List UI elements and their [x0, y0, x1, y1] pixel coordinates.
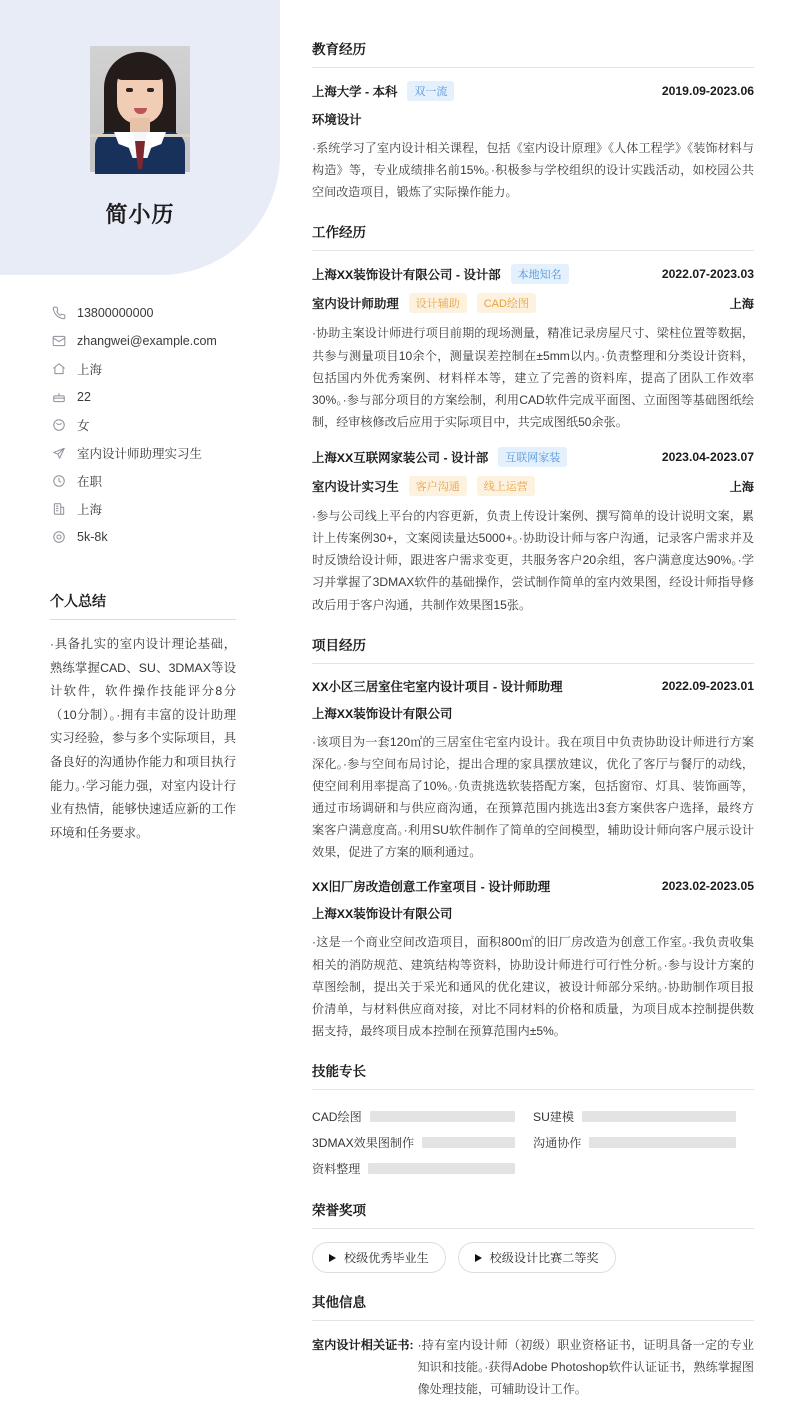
contact-item-position	[50, 439, 280, 467]
section-skills	[312, 1060, 754, 1181]
contact-value: 在职	[77, 475, 103, 489]
other-info-text: ·持有室内设计师（初级）职业资格证书，证明具备一定的专业知识和技能。·获得Adobe Photoshop软件认证证书，熟练掌握图像处理技能，可辅助设计工作。	[417, 1338, 754, 1397]
company-badge: 本地知名	[511, 264, 569, 284]
sidebar	[0, 0, 280, 845]
work-date: 2022.07-2023.03	[661, 267, 754, 282]
skill-item	[533, 1129, 754, 1155]
contact-value: 上海	[77, 503, 103, 517]
section-other	[312, 1291, 754, 1400]
other-info-row	[312, 1334, 754, 1400]
work-location: 上海	[729, 296, 754, 311]
skill-progress-bar	[368, 1163, 515, 1174]
project-entry	[312, 877, 754, 1042]
avatar	[90, 46, 190, 172]
project-name: XX旧厂房改造创意工作室项目 - 设计师助理	[312, 880, 551, 895]
contact-item-age	[50, 383, 280, 411]
gender-icon	[50, 417, 68, 433]
section-title-other: 其他信息	[312, 1291, 754, 1321]
work-entry	[312, 264, 754, 433]
contact-value: 女	[77, 419, 90, 433]
skill-label: 3DMAX效果图制作	[312, 1135, 415, 1150]
section-education	[312, 38, 754, 203]
skill-progress-bar	[582, 1111, 736, 1122]
other-info-label: 室内设计相关证书:	[312, 1338, 414, 1352]
section-title-work: 工作经历	[312, 221, 754, 251]
skill-label: CAD绘图	[312, 1109, 362, 1124]
contact-value: 13800000000	[77, 306, 154, 320]
job-title: 室内设计师助理	[312, 297, 399, 312]
honor-label: 校级设计比赛二等奖	[489, 1251, 599, 1265]
job-tag: CAD绘图	[477, 293, 536, 313]
skill-item	[312, 1103, 533, 1129]
skill-item	[312, 1155, 533, 1181]
education-entry	[312, 81, 754, 203]
envelope-icon	[50, 333, 68, 349]
company-badge: 互联网家装	[498, 447, 567, 467]
sidebar-hero	[0, 0, 280, 275]
skill-progress-bar	[589, 1137, 736, 1148]
section-title-education: 教育经历	[312, 38, 754, 68]
job-tag: 客户沟通	[409, 476, 467, 496]
coin-icon	[50, 529, 68, 545]
contact-item-gender	[50, 411, 280, 439]
contact-value: zhangwei@example.com	[77, 334, 217, 348]
work-description: ·协助主案设计师进行项目前期的现场测量，精准记录房屋尺寸、梁柱位置等数据，共参与测量项目10余个，测量误差控制在±5mm以内。·负责整理和分类设计资料，包括国内外优秀案例、材料样本等，建立了完善的资料库，提高了团队工作效率30%。·参与部分项目的方案绘制，利用CAD软件完成平面图、立面图等基础图纸绘制，经审核修改后应用于实际项目中，共完成图纸50余张。	[312, 326, 754, 429]
skill-item	[533, 1103, 754, 1129]
home-icon	[50, 361, 68, 377]
honor-item[interactable]	[458, 1242, 616, 1273]
contact-value: 22	[77, 390, 91, 404]
project-name: XX小区三居室住宅室内设计项目 - 设计师助理	[312, 679, 563, 694]
project-org: 上海XX装饰设计有限公司	[312, 706, 453, 721]
project-description: ·该项目为一套120㎡的三居室住宅室内设计。我在项目中负责协助设计师进行方案深化。·参与空间布局讨论，提出合理的家具摆放建议，优化了客厅与餐厅的动线，使空间利用率提高了10%。·负责挑选软装搭配方案，包括窗帘、灯具、装饰画等，通过市场调研和与供应商沟通，在预算范围内挑选出3套方案供客户选择，最终方案客户满意度高。·利用SU软件制作了简单的空间模型，辅助设计师向客户展示设计效果，促进了方案的顺利通过。	[312, 734, 754, 860]
job-title: 室内设计实习生	[312, 480, 399, 494]
contact-item-phone	[50, 299, 280, 327]
contact-item-email	[50, 327, 280, 355]
contact-item-hometown	[50, 355, 280, 383]
paper-plane-icon	[50, 445, 68, 461]
play-triangle-icon	[329, 1254, 336, 1262]
section-honors	[312, 1199, 754, 1273]
work-date: 2023.04-2023.07	[661, 450, 754, 464]
contact-value: 上海	[77, 363, 103, 377]
skill-label: SU建模	[533, 1109, 574, 1124]
honor-item[interactable]	[312, 1242, 446, 1273]
education-major: 环境设计	[312, 113, 362, 127]
work-entry	[312, 447, 754, 616]
work-description: ·参与公司线上平台的内容更新，负责上传设计案例、撰写简单的设计说明文案，累计上传案例30+，文案阅读量达5000+。·协助设计师与客户沟通，记录客户需求并及时反馈给设计师，跟进客户需求变更，共服务客户20余组，客户满意度达90%。·学习并掌握了3DMAX软件的基础操作，尝试制作简单的室内效果图，经设计师指导修改后用于客户沟通，共制作效果图15张。	[312, 509, 754, 612]
contact-item-city	[50, 495, 280, 523]
section-work	[312, 221, 754, 615]
school-name: 上海大学 - 本科	[312, 85, 398, 99]
skill-label: 资料整理	[312, 1161, 361, 1176]
skill-grid	[312, 1103, 754, 1181]
project-date: 2022.09-2023.01	[661, 678, 754, 693]
cake-icon	[50, 389, 68, 405]
project-org: 上海XX装饰设计有限公司	[312, 907, 453, 922]
section-title-honors: 荣誉奖项	[312, 1199, 754, 1229]
contact-value: 5k-8k	[77, 530, 108, 544]
job-tag: 设计辅助	[409, 293, 467, 313]
project-description: ·这是一个商业空间改造项目，面积800㎡的旧厂房改造为创意工作室。·我负责收集相关的消防规范、建筑结构等资料，协助设计师进行可行性分析。·参与设计方案的草图绘制，提出关于采光和通风的优化建议，被设计师部分采纳。·协助制作项目报价清单，与材料供应商对接，对比不同材料的价格和质量，为项目成本控制提供数据支持，最终项目成本控制在预算范围内±5%。	[312, 935, 754, 1038]
project-date: 2023.02-2023.05	[661, 879, 754, 894]
education-description: ·系统学习了室内设计相关课程，包括《室内设计原理》《人体工程学》《装饰材料与构造》等，专业成绩排名前15%。·积极参与学校组织的设计实践活动，如校园公共空间改造项目，锻炼了实际操作能力。	[312, 141, 754, 200]
skill-item	[312, 1129, 533, 1155]
section-title-projects: 项目经历	[312, 634, 754, 664]
company-name: 上海XX互联网家装公司 - 设计部	[312, 451, 489, 465]
main-content	[312, 0, 754, 1418]
company-name: 上海XX装饰设计有限公司 - 设计部	[312, 268, 501, 283]
honor-label: 校级优秀毕业生	[344, 1251, 429, 1265]
contact-list	[0, 299, 280, 551]
contact-item-status	[50, 467, 280, 495]
section-title-skills: 技能专长	[312, 1060, 754, 1090]
phone-icon	[50, 305, 68, 321]
play-triangle-icon	[475, 1254, 482, 1262]
contact-item-salary	[50, 523, 280, 551]
skill-progress-bar	[422, 1137, 515, 1148]
summary-block	[0, 591, 280, 845]
contact-value: 室内设计师助理实习生	[77, 447, 203, 461]
honor-list	[312, 1242, 754, 1273]
project-entry	[312, 677, 754, 864]
clock-icon	[50, 473, 68, 489]
building-icon	[50, 501, 68, 517]
job-tag: 线上运营	[477, 476, 535, 496]
summary-title: 个人总结	[50, 591, 236, 620]
skill-label: 沟通协作	[533, 1135, 582, 1150]
section-projects	[312, 634, 754, 1042]
work-location: 上海	[729, 479, 754, 494]
education-date: 2019.09-2023.06	[661, 84, 754, 98]
summary-text: ·具备扎实的室内设计理论基础，熟练掌握CAD、SU、3DMAX等设计软件，软件操作技能评分8分（10分制）。·拥有丰富的设计助理实习经验，参与多个实际项目，具备良好的沟通协作能力和项目执行能力。·学习能力强，对室内设计行业有热情，能够快速适应新的工作环境和任务要求。	[50, 637, 236, 840]
skill-progress-bar	[370, 1111, 515, 1122]
school-badge: 双一流	[407, 81, 454, 101]
page-title: 简小历	[105, 202, 175, 227]
